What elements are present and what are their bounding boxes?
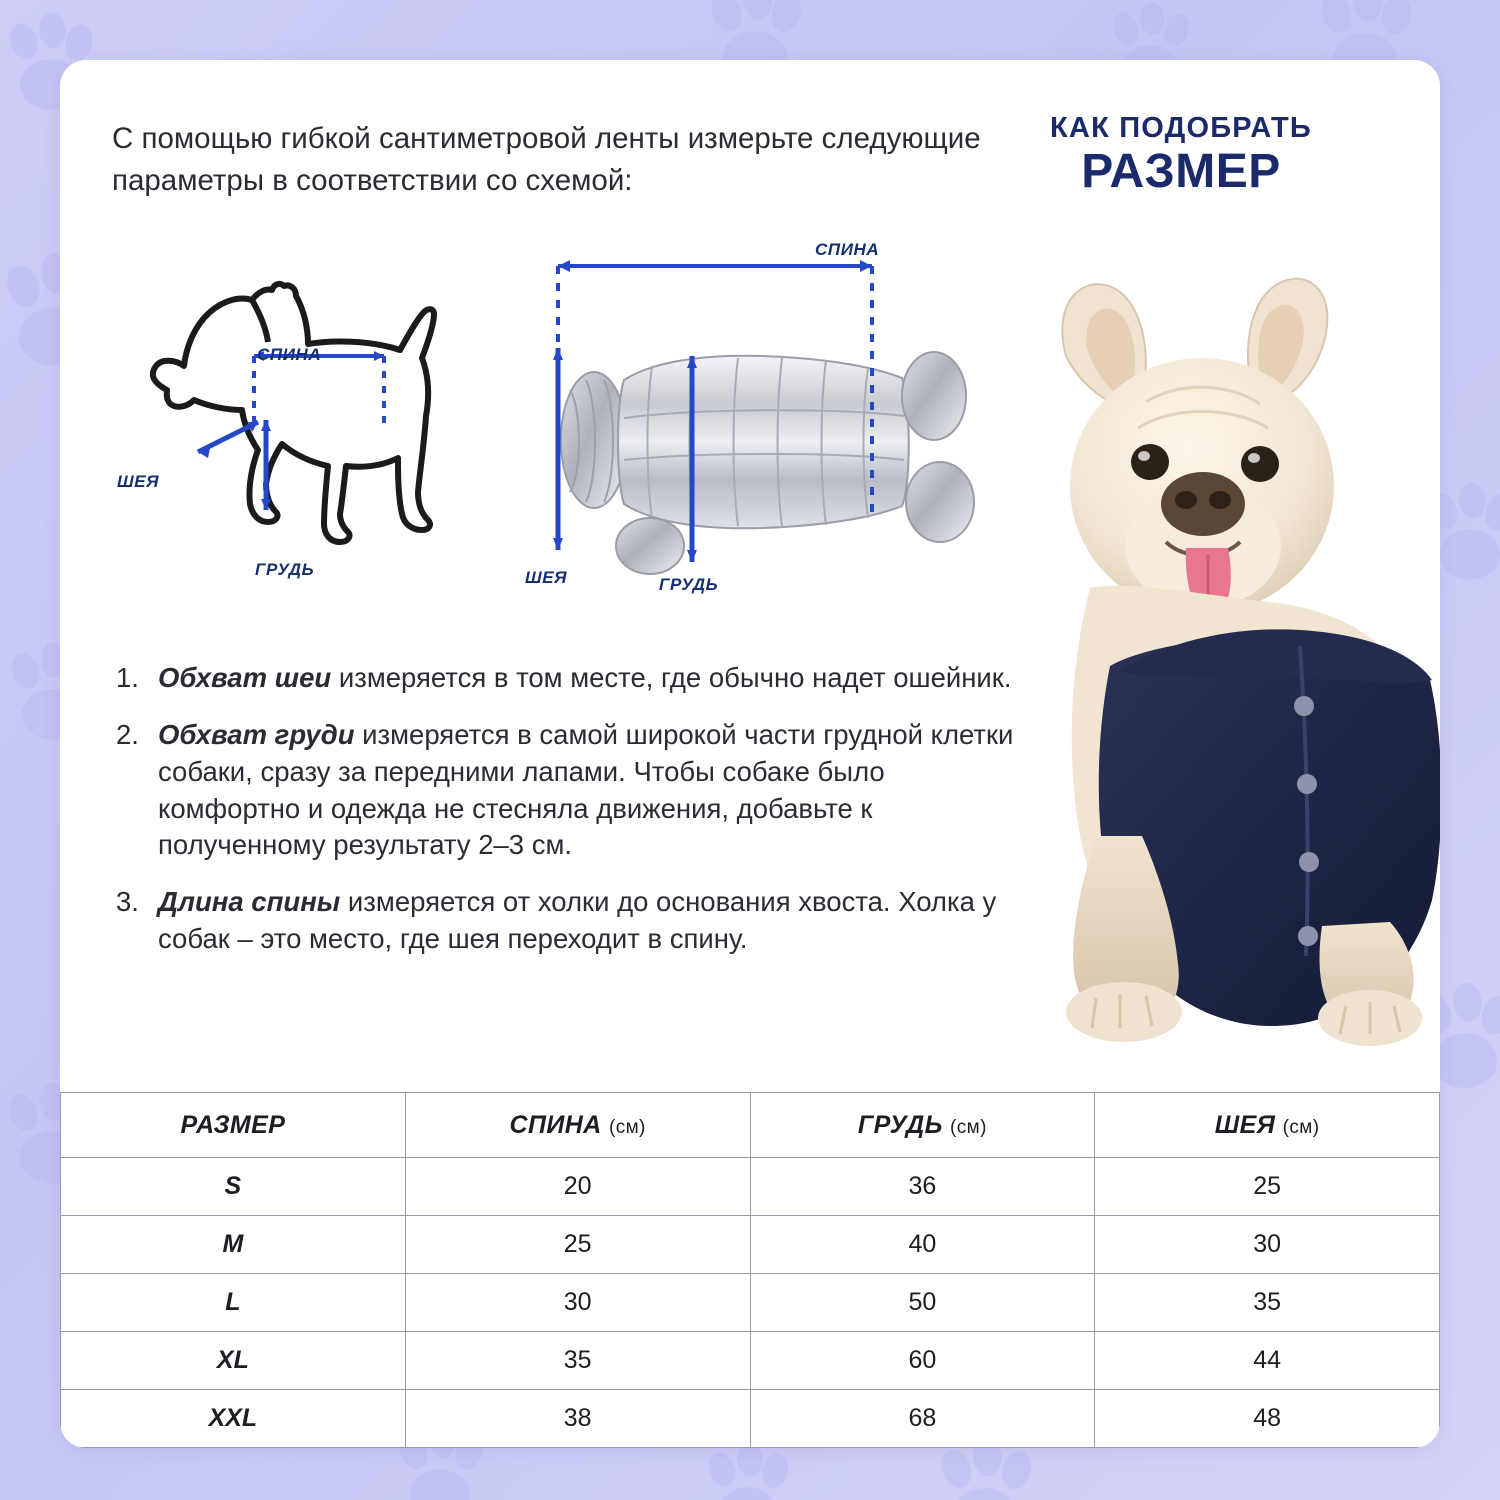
cell-size: M (61, 1216, 406, 1274)
list-item (116, 717, 1016, 864)
table-row (61, 1332, 1440, 1390)
paw-print-icon (690, 1440, 805, 1500)
header-unit: (см) (950, 1116, 987, 1138)
cell-neck: 44 (1095, 1332, 1440, 1390)
header-unit: (см) (608, 1116, 646, 1138)
header-label: СПИНА (509, 1110, 602, 1139)
list-item-term: Обхват шеи (158, 662, 332, 693)
dog-label-neck: ШЕЯ (117, 472, 160, 491)
table-row (61, 1158, 1440, 1216)
coat-label-neck: ШЕЯ (525, 568, 568, 587)
list-item-text (158, 884, 1016, 958)
list-item-number: 1. (116, 662, 139, 693)
cell-size: L (61, 1274, 406, 1332)
size-guide-card (60, 60, 1440, 1448)
header-label: ГРУДЬ (857, 1110, 943, 1139)
cell-back: 38 (405, 1390, 750, 1448)
table-header-neck (1095, 1093, 1440, 1158)
cell-chest: 36 (750, 1158, 1095, 1216)
header-unit: (см) (1282, 1116, 1320, 1138)
cell-back: 30 (405, 1274, 750, 1332)
list-item (116, 884, 1016, 958)
table-row (61, 1390, 1440, 1448)
table-row (61, 1274, 1440, 1332)
list-item-body: измеряется в том месте, где обычно надет ошейник. (331, 662, 1012, 693)
dog-label-back: СПИНА (257, 345, 322, 364)
list-item-text (158, 717, 1016, 864)
page-title (966, 112, 1396, 199)
table-header-back (405, 1093, 750, 1158)
header-label: ШЕЯ (1214, 1110, 1276, 1139)
list-item (116, 660, 1016, 697)
cell-chest: 68 (750, 1390, 1095, 1448)
list-item-number: 2. (116, 718, 139, 750)
cell-neck: 48 (1095, 1390, 1440, 1448)
table-header-row (61, 1093, 1440, 1158)
cell-back: 25 (405, 1216, 750, 1274)
cell-size: XL (61, 1332, 406, 1390)
cell-chest: 60 (750, 1332, 1095, 1390)
cell-chest: 50 (750, 1274, 1095, 1332)
header-label: РАЗМЕР (180, 1110, 286, 1139)
table-header-size (61, 1093, 406, 1158)
coat-label-back: СПИНА (815, 240, 880, 259)
cell-back: 20 (405, 1158, 750, 1216)
table-row (61, 1216, 1440, 1274)
list-item-number: 3. (116, 886, 139, 918)
page-title-line2: РАЗМЕР (1081, 145, 1281, 198)
coat-label-chest: ГРУДЬ (659, 575, 719, 594)
cell-neck: 30 (1095, 1216, 1440, 1274)
table-header-chest (750, 1093, 1095, 1158)
cell-chest: 40 (750, 1216, 1095, 1274)
instruction-list (116, 660, 1016, 978)
cell-neck: 35 (1095, 1274, 1440, 1332)
intro-text: С помощью гибкой сантиметровой ленты измерьте следующие параметры в соответствии со схемой: (112, 122, 981, 197)
dog-outline-diagram (132, 270, 512, 570)
cell-size: S (61, 1158, 406, 1216)
cell-back: 35 (405, 1332, 750, 1390)
dog-label-chest: ГРУДЬ (255, 560, 315, 579)
list-item-term: Обхват груди (158, 718, 355, 750)
list-item-body: измеряется от холки до основания хвоста. Холка у собак – это место, где шея переходит в спину. (158, 886, 997, 955)
list-item-text (158, 660, 1016, 697)
measurement-diagrams (112, 240, 1052, 640)
list-item-body: измеряется в самой широкой части грудной клетки собаки, сразу за передними лапами. Чтобы собаке было комфортно и одежда не стесняла движения, добавьте к полученному результату 2–3 см. (158, 718, 1014, 861)
cell-neck: 25 (1095, 1158, 1440, 1216)
dog-photo (970, 236, 1440, 1156)
size-table (60, 1092, 1440, 1448)
coat-product-diagram (542, 250, 1012, 640)
page-title-line1: КАК ПОДОБРАТЬ (1050, 112, 1312, 144)
cell-size: XXL (61, 1390, 406, 1448)
list-item-term: Длина спины (158, 886, 341, 918)
